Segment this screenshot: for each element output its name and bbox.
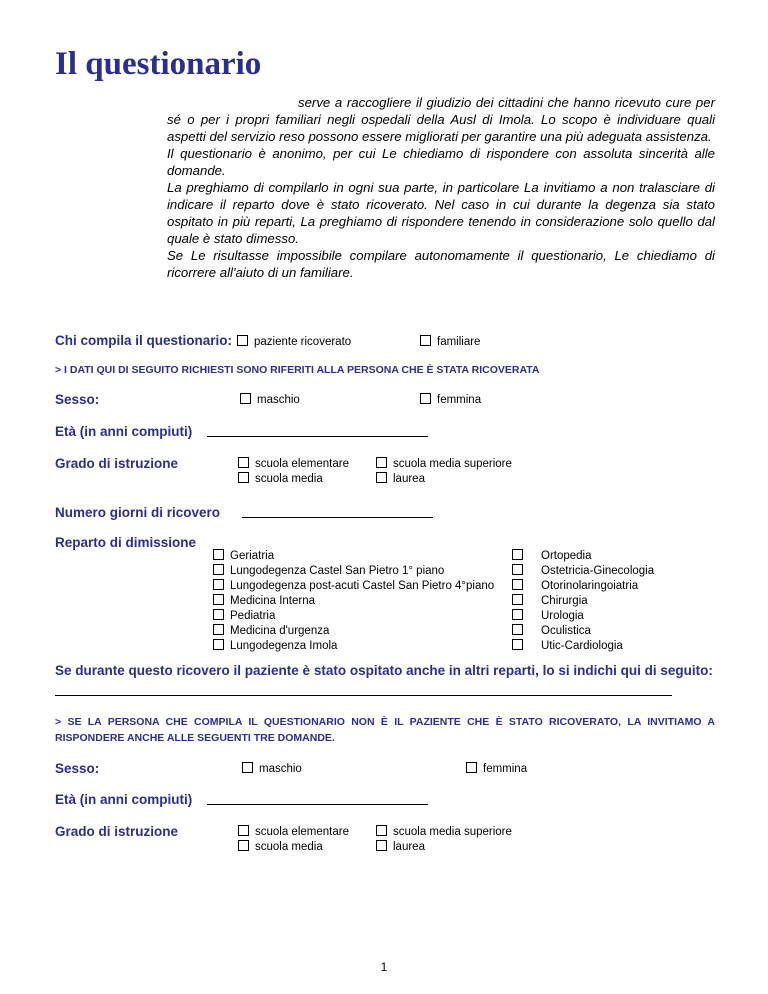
option-label: laurea	[393, 473, 425, 485]
ward-label: Lungodegenza post-acuti Castel San Pietro 4°piano	[230, 580, 495, 592]
checkbox-ward[interactable]	[213, 639, 224, 650]
checkbox-ward[interactable]	[512, 564, 523, 575]
checkbox-ward[interactable]	[512, 579, 523, 590]
ward-option[interactable]	[213, 639, 494, 654]
days-input-line[interactable]	[242, 517, 433, 518]
ward-option[interactable]	[213, 564, 494, 579]
education-options-left	[238, 457, 349, 487]
option-label: scuola media superiore	[393, 458, 512, 470]
ward-label: Medicina d'urgenza	[230, 625, 330, 637]
ward-label: Lungodegenza Imola	[230, 640, 338, 652]
option-label: femmina	[437, 394, 482, 406]
option-label: familiare	[437, 336, 481, 348]
education-label-2: Grado di istruzione	[55, 824, 179, 839]
option-maschio-2[interactable]	[242, 762, 302, 777]
ward-label: Pediatria	[230, 610, 276, 622]
option-laurea[interactable]	[376, 472, 512, 487]
sex-label: Sesso:	[55, 392, 100, 407]
checkbox-femmina[interactable]	[420, 393, 431, 404]
ward-label: Utic-Cardiologia	[541, 640, 623, 652]
checkbox-laurea[interactable]	[376, 472, 387, 483]
checkbox-ward[interactable]	[213, 594, 224, 605]
option-media-superiore-2[interactable]	[376, 825, 512, 840]
checkbox-media-2[interactable]	[238, 840, 249, 851]
checkbox-ward[interactable]	[512, 594, 523, 605]
checkbox-familiare[interactable]	[420, 335, 431, 346]
option-label: scuola elementare	[255, 826, 349, 838]
ward-option[interactable]	[213, 624, 494, 639]
checkbox-ward[interactable]	[213, 564, 224, 575]
days-label: Numero giorni di ricovero	[55, 505, 221, 520]
checkbox-paziente[interactable]	[237, 335, 248, 346]
ward-option[interactable]	[512, 639, 654, 654]
option-label: scuola media	[255, 841, 323, 853]
ward-option[interactable]	[213, 579, 494, 594]
education-options-left-2	[238, 825, 349, 855]
age-input-line-2[interactable]	[207, 804, 428, 805]
option-label: scuola media	[255, 473, 323, 485]
option-label: paziente ricoverato	[254, 336, 352, 348]
ward-label: Chirurgia	[541, 595, 588, 607]
checkbox-media-superiore-2[interactable]	[376, 825, 387, 836]
option-label: femmina	[483, 763, 528, 775]
education-label: Grado di istruzione	[55, 456, 179, 471]
ward-option[interactable]	[213, 609, 494, 624]
checkbox-ward[interactable]	[213, 549, 224, 560]
checkbox-ward[interactable]	[213, 609, 224, 620]
ward-label: Oculistica	[541, 625, 591, 637]
option-laurea-2[interactable]	[376, 840, 512, 855]
section1-heading: > I DATI QUI DI SEGUITO RICHIESTI SONO RIFERITI ALLA PERSONA CHE È STATA RICOVERATA	[55, 364, 540, 376]
education-options-right	[376, 457, 512, 487]
option-label: scuola media superiore	[393, 826, 512, 838]
ward-label: Ortopedia	[541, 550, 592, 562]
checkbox-ward[interactable]	[512, 639, 523, 650]
checkbox-maschio-2[interactable]	[242, 762, 253, 773]
age-label-2: Età (in anni compiuti)	[55, 792, 193, 807]
sex-label-2: Sesso:	[55, 761, 100, 776]
ward-option[interactable]	[512, 564, 654, 579]
other-wards-label: Se durante questo ricovero il paziente è stato ospitato anche in altri reparti, lo si indichi qui di seguito:	[55, 663, 713, 678]
age-label: Età (in anni compiuti)	[55, 424, 193, 439]
compiler-label: Chi compila il questionario:	[55, 333, 233, 348]
ward-option[interactable]	[512, 594, 654, 609]
checkbox-maschio[interactable]	[240, 393, 251, 404]
ward-label: Lungodegenza Castel San Pietro 1° piano	[230, 565, 445, 577]
checkbox-femmina-2[interactable]	[466, 762, 477, 773]
intro-paragraph: Il questionario è anonimo, per cui Le chiediamo di rispondere con assoluta sincerità alle domande.	[167, 146, 715, 178]
option-label: maschio	[257, 394, 300, 406]
option-label: laurea	[393, 841, 425, 853]
checkbox-elementare[interactable]	[238, 457, 249, 468]
checkbox-ward[interactable]	[512, 624, 523, 635]
education-options-right-2	[376, 825, 512, 855]
ward-label: Urologia	[541, 610, 584, 622]
intro-paragraph: serve a raccogliere il giudizio dei cittadini che hanno ricevuto cure per sé o per i propri familiari negli ospedali della Ausl di Imola. Lo scopo è individuare quali aspetti del servizio reso possono essere migliorati per garantire una più adeguata assistenza.	[167, 95, 715, 144]
ward-label: Otorinolaringoiatria	[541, 580, 639, 592]
checkbox-ward[interactable]	[213, 624, 224, 635]
ward-option[interactable]	[512, 624, 654, 639]
checkbox-ward[interactable]	[213, 579, 224, 590]
checkbox-media-superiore[interactable]	[376, 457, 387, 468]
option-paziente[interactable]	[237, 335, 351, 350]
checkbox-media[interactable]	[238, 472, 249, 483]
ward-list-left	[213, 549, 494, 654]
option-femmina[interactable]	[420, 393, 481, 408]
option-media-2[interactable]	[238, 840, 349, 855]
intro-paragraph: La preghiamo di compilarlo in ogni sua parte, in particolare La invitiamo a non tralasciare di indicare il reparto dove è stato ricoverato. Nel caso in cui durante la degenza sia stato ospitato in più reparti, La preghiamo di rispondere tenendo in considerazione solo quello dal quale è stato dimesso.	[167, 180, 715, 246]
option-familiare[interactable]	[420, 335, 480, 350]
option-label: scuola elementare	[255, 458, 349, 470]
checkbox-laurea-2[interactable]	[376, 840, 387, 851]
checkbox-ward[interactable]	[512, 609, 523, 620]
ward-option[interactable]	[512, 609, 654, 624]
page-title: Il questionario	[55, 46, 262, 82]
option-elementare[interactable]	[238, 457, 349, 472]
option-elementare-2[interactable]	[238, 825, 349, 840]
option-media[interactable]	[238, 472, 349, 487]
option-femmina-2[interactable]	[466, 762, 527, 777]
checkbox-ward[interactable]	[512, 549, 523, 560]
ward-list-right	[512, 549, 654, 654]
ward-option[interactable]	[213, 594, 494, 609]
checkbox-elementare-2[interactable]	[238, 825, 249, 836]
ward-label: Reparto di dimissione	[55, 535, 197, 550]
ward-label: Medicina Interna	[230, 595, 316, 607]
ward-label: Ostetricia-Ginecologia	[541, 565, 655, 577]
other-wards-input-line[interactable]	[55, 695, 672, 696]
section2-heading: > SE LA PERSONA CHE COMPILA IL QUESTIONARIO NON È IL PAZIENTE CHE È STATO RICOVERATO, LA INVITIAMO A RISPONDERE ANCHE ALLE SEGUENTI TRE DOMANDE.	[55, 716, 715, 744]
page-number: 1	[380, 960, 388, 974]
ward-label: Geriatria	[230, 550, 275, 562]
ward-option[interactable]	[512, 579, 654, 594]
age-input-line[interactable]	[207, 436, 428, 437]
option-maschio[interactable]	[240, 393, 300, 408]
ward-option[interactable]	[213, 549, 494, 564]
intro-paragraph: Se Le risultasse impossibile compilare autonomamente il questionario, Le chiediamo di ricorrere all'aiuto di un familiare.	[167, 248, 715, 280]
intro-text	[167, 94, 715, 281]
option-media-superiore[interactable]	[376, 457, 512, 472]
ward-option[interactable]	[512, 549, 654, 564]
option-label: maschio	[259, 763, 302, 775]
